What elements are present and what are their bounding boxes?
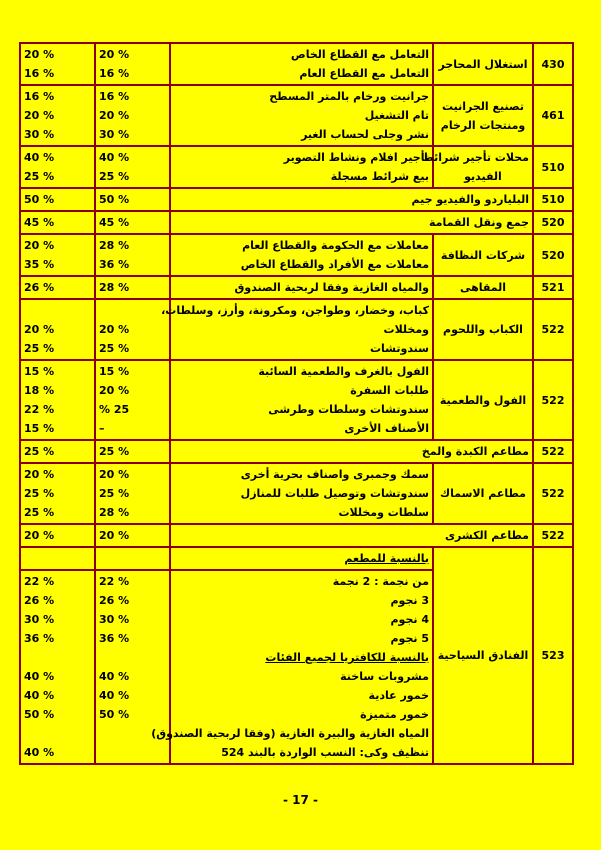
- rate-value: 25 %: [24, 170, 55, 183]
- activity-name: [433, 234, 533, 276]
- description-line: سندوتشات وتوصيل طلبات للمنازل: [240, 487, 429, 500]
- description-line: مشروبات ساخنة: [340, 670, 429, 683]
- table-row: [20, 43, 573, 85]
- rate-column-1: [95, 524, 170, 547]
- activity-name: [170, 524, 533, 547]
- rate-column-2: [20, 43, 95, 85]
- table-row: [20, 524, 573, 547]
- rate-value: 25 %: [24, 342, 55, 355]
- rate-value: 22 %: [24, 403, 55, 416]
- rate-value: 36 %: [99, 632, 130, 645]
- description-line: سندوتشات وسلطات وطرشى: [268, 403, 429, 416]
- table-row: [20, 299, 573, 360]
- rate-value: 22 %: [99, 575, 130, 588]
- rate-value: 22 %: [24, 575, 55, 588]
- rate-value: 20 %: [99, 48, 130, 61]
- rate-column-1: [95, 463, 170, 524]
- rate-value: 20 %: [99, 468, 130, 481]
- rate-column-2: [20, 146, 95, 188]
- rate-value: 15 %: [24, 365, 55, 378]
- activity-code: 510: [533, 188, 573, 211]
- table-row: [20, 234, 573, 276]
- rate-column-1: [95, 276, 170, 299]
- rate-column-2: [20, 234, 95, 276]
- description-line: تنظيف وكى: النسب الواردة بالبند 524: [221, 746, 429, 759]
- rate-value: 20 %: [24, 323, 55, 336]
- description-line: نشر وجلى لحساب الغير: [301, 128, 429, 141]
- rate-value: 50 %: [24, 193, 55, 206]
- table-row: [20, 440, 573, 463]
- activity-description: [170, 234, 433, 276]
- rate-column-1: [95, 234, 170, 276]
- activity-description: [170, 85, 433, 146]
- rate-value: 20 %: [99, 384, 130, 397]
- activity-line: ومنتجات الرخام: [440, 118, 526, 132]
- activity-code: 521: [533, 276, 573, 299]
- description-line: معاملات مع الحكومة والقطاع العام: [242, 239, 429, 252]
- rate-value: 25 %: [99, 445, 130, 458]
- activity-code: 461: [533, 85, 573, 146]
- activity-description: [170, 547, 433, 570]
- description-line: 3 نجوم: [390, 594, 429, 607]
- tax-rate-table: [19, 42, 574, 765]
- table-body: [20, 43, 573, 764]
- description-line: التعامل مع القطاع العام: [299, 67, 429, 80]
- rate-value: 25 %: [24, 506, 55, 519]
- rate-value: 30 %: [99, 613, 130, 626]
- rate-value: 30 %: [24, 128, 55, 141]
- activity-line: مطاعم الكشرى: [444, 529, 529, 542]
- table-row: [20, 211, 573, 234]
- rate-value: 40 %: [24, 689, 55, 702]
- activity-code: 523: [533, 547, 573, 764]
- activity-code: 430: [533, 43, 573, 85]
- rate-value: 28 %: [99, 281, 130, 294]
- rate-value: 20 %: [24, 529, 55, 542]
- activity-line: الفول والطعمية: [439, 393, 527, 407]
- description-line: 5 نجوم: [390, 632, 429, 645]
- rate-value: 40 %: [24, 151, 55, 164]
- description-line: طلبات السفرة: [350, 384, 429, 397]
- activity-line: الكباب واللحوم: [443, 323, 523, 336]
- rate-value: 36 %: [24, 632, 55, 645]
- activity-code: 522: [533, 440, 573, 463]
- rate-value: 20 %: [99, 323, 130, 336]
- rate-value: [24, 724, 91, 743]
- activity-code: 510: [533, 146, 573, 188]
- activity-line: الفيديو: [464, 170, 502, 183]
- description-line: المياه الغازية والبيرة الغازية (وفقا لربحية الصندوق): [151, 727, 429, 740]
- activity-name: [433, 43, 533, 85]
- rate-value: 26 %: [99, 594, 130, 607]
- rate-column-2: [20, 276, 95, 299]
- description-line: 4 نجوم: [390, 613, 429, 626]
- activity-line: استغلال المحاجر: [438, 57, 528, 71]
- description-line: الفول بالغرف والطعمية السائبة: [258, 365, 429, 378]
- rate-value: 35 %: [24, 258, 55, 271]
- restaurant-subheading: بالنسبة للمطعم: [344, 552, 429, 565]
- activity-description: [170, 463, 433, 524]
- activity-code: 522: [533, 299, 573, 360]
- activity-line: تصنيع الجرانيت: [441, 99, 524, 113]
- rate-column-1: [95, 85, 170, 146]
- description-line: سلطات ومخللات: [338, 506, 429, 519]
- description-line: ومخللات: [383, 323, 429, 336]
- activity-line: مطاعم الاسماك: [440, 487, 526, 500]
- activity-line: شركات النظافة: [440, 248, 526, 262]
- activity-name: [433, 276, 533, 299]
- rate-column-1: [95, 547, 170, 570]
- activity-description: [170, 43, 433, 85]
- rate-value: 15 %: [24, 422, 55, 435]
- rate-value: [24, 648, 91, 667]
- rate-value: [99, 648, 166, 667]
- table-row: [20, 85, 573, 146]
- rate-value: 26 %: [24, 281, 55, 294]
- rate-value: % 25: [99, 403, 130, 416]
- activity-name: [433, 85, 533, 146]
- rate-value: 20 %: [99, 109, 130, 122]
- activity-description: [161, 299, 433, 360]
- rate-column-1: [95, 299, 170, 360]
- rate-value: 50 %: [99, 193, 130, 206]
- activity-line: المقاهى: [459, 281, 507, 294]
- rate-column-2: [20, 524, 95, 547]
- activity-name: [170, 211, 533, 234]
- rate-column-2: [20, 188, 95, 211]
- rate-value: 26 %: [24, 594, 55, 607]
- activity-name: [422, 146, 533, 188]
- rate-column-2: [20, 570, 95, 764]
- rate-value: 36 %: [99, 258, 130, 271]
- rate-column-2: [20, 360, 95, 440]
- table-row: [20, 463, 573, 524]
- description-line: جرانيت ورخام بالمتر المسطح: [269, 90, 429, 103]
- rate-value: [99, 301, 166, 320]
- rate-column-2: [20, 547, 95, 570]
- rate-value: 40 %: [24, 746, 55, 759]
- activity-code: 522: [533, 463, 573, 524]
- activity-line: جمع ونقل القمامة: [429, 216, 529, 229]
- rate-value: 18 %: [24, 384, 55, 397]
- rate-column-2: [20, 463, 95, 524]
- rate-value: 20 %: [24, 109, 55, 122]
- rate-column-2: [20, 440, 95, 463]
- rate-value: 20 %: [24, 468, 55, 481]
- rate-value: 50 %: [24, 708, 55, 721]
- description-line: خمور متميزة: [360, 708, 429, 721]
- rate-value: 25 %: [99, 170, 130, 183]
- rate-value: 45 %: [24, 216, 55, 229]
- table-row: [20, 146, 573, 188]
- rate-value: 25 %: [24, 445, 55, 458]
- table-row: [20, 276, 573, 299]
- description-line: بيع شرائط مسجلة: [330, 170, 429, 183]
- rate-value: 40 %: [99, 670, 130, 683]
- rate-value: [24, 301, 91, 320]
- description-line: خمور عادية: [368, 689, 429, 702]
- rate-value: 16 %: [24, 67, 55, 80]
- rate-value: 30 %: [99, 128, 130, 141]
- description-line: تام التشغيل: [364, 109, 429, 122]
- rate-value: 25 %: [99, 487, 130, 500]
- description-line: والمياه الغازية وفقا لربحية الصندوق: [234, 281, 429, 294]
- rate-value: 28 %: [99, 239, 130, 252]
- activity-line: محلات تأجير شرائط: [422, 151, 529, 164]
- rate-value: 16 %: [99, 67, 130, 80]
- rate-value: 40 %: [24, 670, 55, 683]
- rate-value: 15 %: [99, 365, 130, 378]
- table-row: [20, 547, 573, 570]
- rate-column-2: [20, 85, 95, 146]
- rate-value: 30 %: [24, 613, 55, 626]
- activity-name: [433, 299, 533, 360]
- activity-description: [170, 360, 433, 440]
- description-line: الأصناف الأخرى: [344, 422, 429, 435]
- activity-description: [151, 570, 433, 764]
- activity-name: [433, 463, 533, 524]
- table-row: [20, 360, 573, 440]
- description-line: تأجير افلام ونشاط التصوير: [283, 151, 429, 164]
- rate-value: 50 %: [99, 708, 130, 721]
- rate-column-1: [95, 43, 170, 85]
- rate-value: 16 %: [24, 90, 55, 103]
- rate-value: 40 %: [99, 151, 130, 164]
- activity-name: [170, 440, 533, 463]
- activity-code: 520: [533, 211, 573, 234]
- activity-code: 520: [533, 234, 573, 276]
- activity-line: البلياردو والفيديو جيم: [411, 193, 529, 206]
- activity-description: [170, 146, 433, 188]
- rate-value: 20 %: [99, 529, 130, 542]
- description-line: معاملات مع الأفراد والقطاع الخاص: [240, 258, 429, 271]
- rate-column-1: [95, 440, 170, 463]
- rate-value: 28 %: [99, 506, 130, 519]
- rate-value: 25 %: [99, 342, 130, 355]
- description-line: بالنسبة للكافتريا لجميع الفئات: [265, 651, 429, 664]
- rate-column-1: [95, 360, 170, 440]
- description-line: من نجمة : 2 نجمة: [332, 575, 429, 588]
- activity-name: [170, 188, 533, 211]
- rate-value: 25 %: [24, 487, 55, 500]
- activity-name: [433, 360, 533, 440]
- rate-value: 16 %: [99, 90, 130, 103]
- activity-code: 522: [533, 524, 573, 547]
- rate-value: 20 %: [24, 239, 55, 252]
- table-row: [20, 188, 573, 211]
- description-line: التعامل مع القطاع الخاص: [290, 48, 429, 61]
- activity-code: 522: [533, 360, 573, 440]
- rate-column-1: [95, 211, 170, 234]
- rate-column-2: [20, 211, 95, 234]
- activity-description: [170, 276, 433, 299]
- description-line: سندوتشات: [369, 342, 429, 355]
- description-line: سمك وجمبرى واصناف بحرية أخرى: [240, 468, 429, 481]
- rate-column-1: [95, 188, 170, 211]
- rate-value: 20 %: [24, 48, 55, 61]
- page-number: - 17 -: [282, 793, 318, 807]
- rate-column-2: [20, 299, 95, 360]
- rate-value: –: [99, 422, 105, 435]
- activity-name: الفنادق السياحية: [433, 547, 533, 764]
- activity-line: مطاعم الكبدة والمخ: [421, 445, 529, 458]
- description-line: كباب، وخضار، وطواجن، ومكرونة، وأرز، وسلطات،: [161, 304, 429, 317]
- rate-value: 45 %: [99, 216, 130, 229]
- rate-value: [99, 743, 166, 762]
- rate-column-1: [95, 146, 170, 188]
- rate-value: 40 %: [99, 689, 130, 702]
